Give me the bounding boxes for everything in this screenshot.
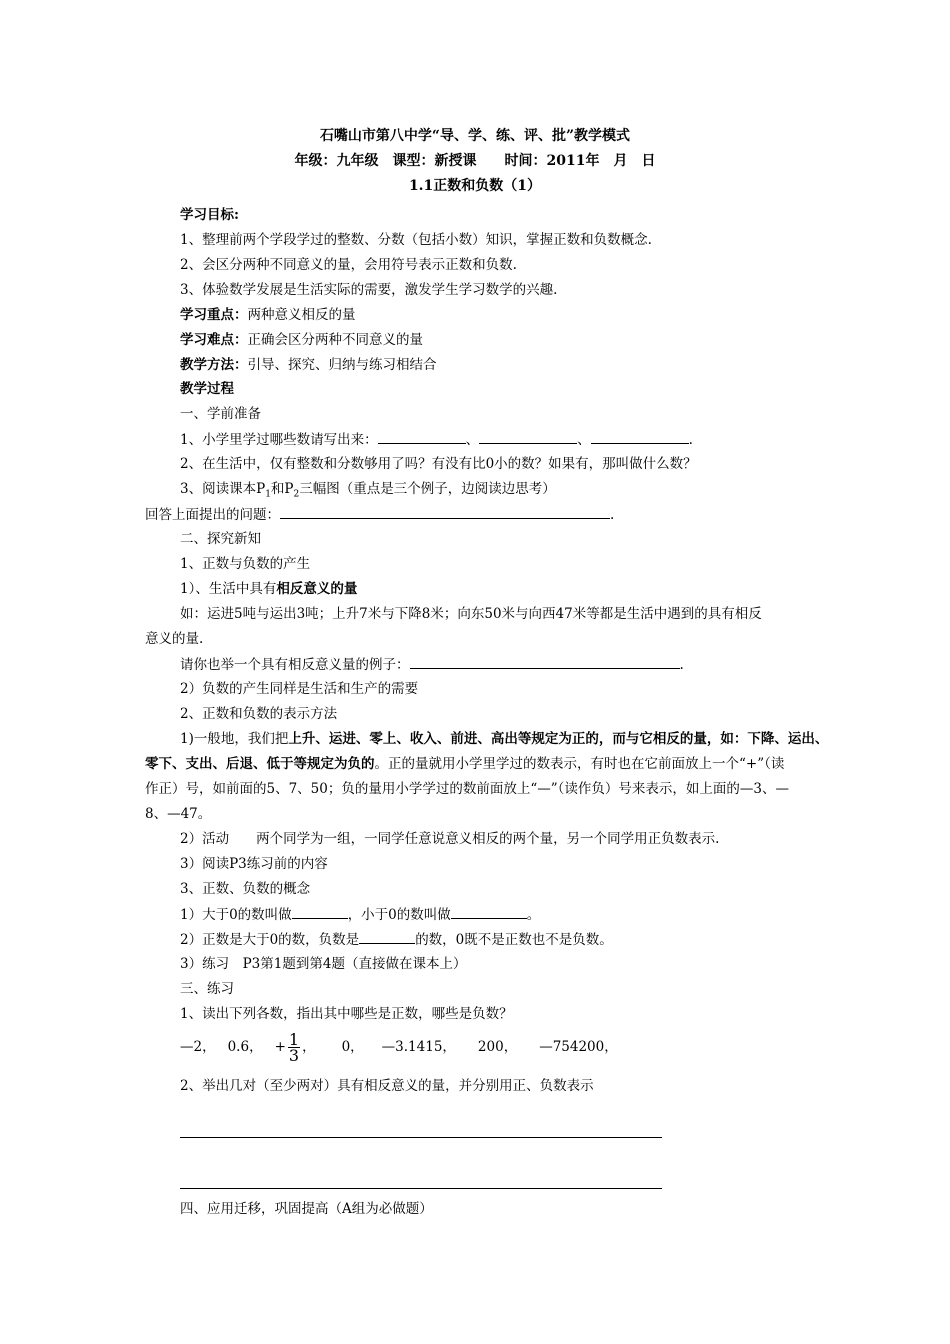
objective-item: 1、整理前两个学段学过的整数、分数（包括小数）知识，掌握正数和负数概念. (180, 232, 652, 248)
subsection-item (180, 580, 357, 598)
reading-item: 3）阅读P3练习前的内容 (180, 856, 328, 872)
section-2-heading: 二、探究新知 (180, 531, 261, 547)
prep-question-3 (180, 480, 556, 504)
concept-fill-1 (180, 905, 540, 924)
number-item: —2， (180, 1039, 216, 1055)
number-item: 0.6， (227, 1039, 263, 1055)
difficulty-label: 学习难点： (180, 332, 248, 348)
difficulty-text: 正确会区分两种不同意义的量 (247, 332, 423, 348)
concept-text: 2）正数是大于0的数，负数是 (180, 932, 360, 948)
subsection-heading: 1、正数与负数的产生 (180, 556, 311, 572)
section-1-heading: 一、学前准备 (180, 406, 261, 422)
subsection-heading: 2、正数和负数的表示方法 (180, 706, 338, 722)
answer-rule[interactable] (180, 1188, 662, 1189)
definition-paragraph-cont: 作正）号，如前面的5、7、50；负的量用小学学过的数前面放上“—”（读作负）号来表示，如上面的—3、— (145, 781, 789, 797)
key-point-label: 学习重点： (180, 307, 248, 323)
section-4-heading: 四、应用迁移，巩固提高（A组为必做题） (180, 1201, 433, 1217)
number-list (180, 1029, 618, 1065)
activity-item: 2）活动 两个同学为一组，一同学任意说意义相反的两个量，另一个同学用正负数表示. (180, 831, 720, 847)
fraction-one-third (288, 1032, 300, 1063)
number-item: —754200， (539, 1039, 618, 1055)
concept-text: 。 (526, 907, 541, 923)
method-line (180, 356, 437, 374)
prep-question-2: 2、在生活中，仅有整数和分数够用了吗？有没有比0小的数？如果有，那叫做什么数？ (180, 456, 697, 472)
period: . (688, 432, 693, 448)
separator: 、 (577, 432, 591, 448)
example-paragraph: 如：运进5吨与运出3吨；上升7米与下降8米；向东50米与向西47米等都是生活中遇到的具有相反 (180, 606, 762, 622)
exercise-question-2: 2、举出几对（至少两对）具有相反意义的量，并分别用正、负数表示 (180, 1078, 594, 1094)
objective-item: 2、会区分两种不同意义的量，会用符号表示正数和负数. (180, 257, 517, 273)
answer-rule[interactable] (180, 1137, 662, 1138)
answer-label: 回答上面提出的问题： (145, 507, 280, 523)
answer-blank[interactable] (378, 430, 466, 444)
paragraph-text: 。正的量就用小学里学过的数表示，有时也在它前面放上一个“+”（读 (374, 756, 785, 772)
prep-q1-text: 1、小学里学过哪些数请写出来： (180, 432, 378, 448)
lesson-meta: 年级：九年级 课型：新授课 时间：2011年 月 日 (294, 153, 656, 169)
prep-q3-text: 和P (270, 481, 294, 497)
prep-q3-text: 3、阅读课本P (180, 481, 266, 497)
fraction-numerator: 1 (288, 1030, 300, 1049)
prep-q3-text: 三幅图（重点是三个例子，边阅读边思考） (299, 481, 556, 497)
definition-paragraph (180, 730, 828, 748)
bold-term: 相反意义的量 (276, 581, 358, 597)
subsection-item: 2）负数的产生同样是生活和生产的需要 (180, 681, 419, 697)
concept-text: 的数，0既不是正数也不是负数。 (415, 932, 613, 948)
plus-sign: + (274, 1039, 286, 1055)
answer-blank[interactable] (280, 505, 610, 519)
prompt-text: 请你也举一个具有相反意义量的例子： (180, 657, 410, 673)
difficulty-line (180, 331, 423, 349)
number-item: 200， (477, 1039, 518, 1055)
objective-item: 3、体验数学发展是生活实际的需要，激发学生学习数学的兴趣. (180, 282, 558, 298)
answer-line (145, 505, 614, 524)
process-heading: 教学过程 (180, 381, 234, 397)
subscript: 2 (293, 489, 300, 500)
answer-blank[interactable] (479, 430, 577, 444)
answer-blank[interactable] (591, 430, 689, 444)
example-prompt (180, 655, 684, 674)
bold-term: 零下、支出、后退、低于等规定为负的 (145, 756, 375, 772)
subscript: 1 (265, 489, 271, 500)
paragraph-text: 1)一般地，我们把 (180, 731, 289, 747)
concept-text: 1）大于0的数叫做 (180, 907, 292, 923)
key-point-text: 两种意义相反的量 (247, 307, 356, 323)
objectives-heading: 学习目标: (180, 207, 239, 223)
number-sep: ， (302, 1039, 316, 1055)
prep-question-1 (180, 430, 693, 449)
definition-paragraph-cont: 8、—47。 (145, 806, 212, 822)
answer-blank[interactable] (292, 905, 348, 919)
period: . (610, 507, 615, 523)
method-text: 引导、探究、归纳与练习相结合 (247, 357, 437, 373)
method-label: 教学方法： (180, 357, 248, 373)
lesson-title: 1.1正数和负数（1） (408, 178, 542, 194)
school-title: 石嘴山市第八中学“导、学、练、评、批”教学模式 (319, 128, 631, 144)
answer-blank[interactable] (410, 655, 680, 669)
exercise-question-1: 1、读出下列各数，指出其中哪些是正数，哪些是负数？ (180, 1006, 513, 1022)
number-item: 0， (341, 1039, 364, 1055)
subsection-heading: 3、正数、负数的概念 (180, 881, 311, 897)
separator: 、 (465, 432, 480, 448)
period: . (679, 657, 684, 673)
key-point-line (180, 306, 356, 324)
example-paragraph-cont: 意义的量. (145, 631, 204, 647)
item-text: 1）、生活中具有 (180, 581, 277, 597)
definition-paragraph-cont (145, 755, 784, 773)
fraction-denominator: 3 (288, 1046, 300, 1065)
concept-text: ，小于0的数叫做 (347, 907, 451, 923)
answer-blank[interactable] (451, 905, 527, 919)
bold-term: 上升、运进、零上、收入、前进、高出等规定为正的，而与它相反的量，如：下降、运出、 (288, 731, 829, 747)
practice-item: 3）练习 P3第1题到第4题（直接做在课本上） (180, 956, 467, 972)
answer-blank[interactable] (359, 930, 415, 944)
concept-fill-2 (180, 930, 613, 949)
section-3-heading: 三、练习 (180, 981, 234, 997)
number-item: —3.1415， (381, 1039, 456, 1055)
